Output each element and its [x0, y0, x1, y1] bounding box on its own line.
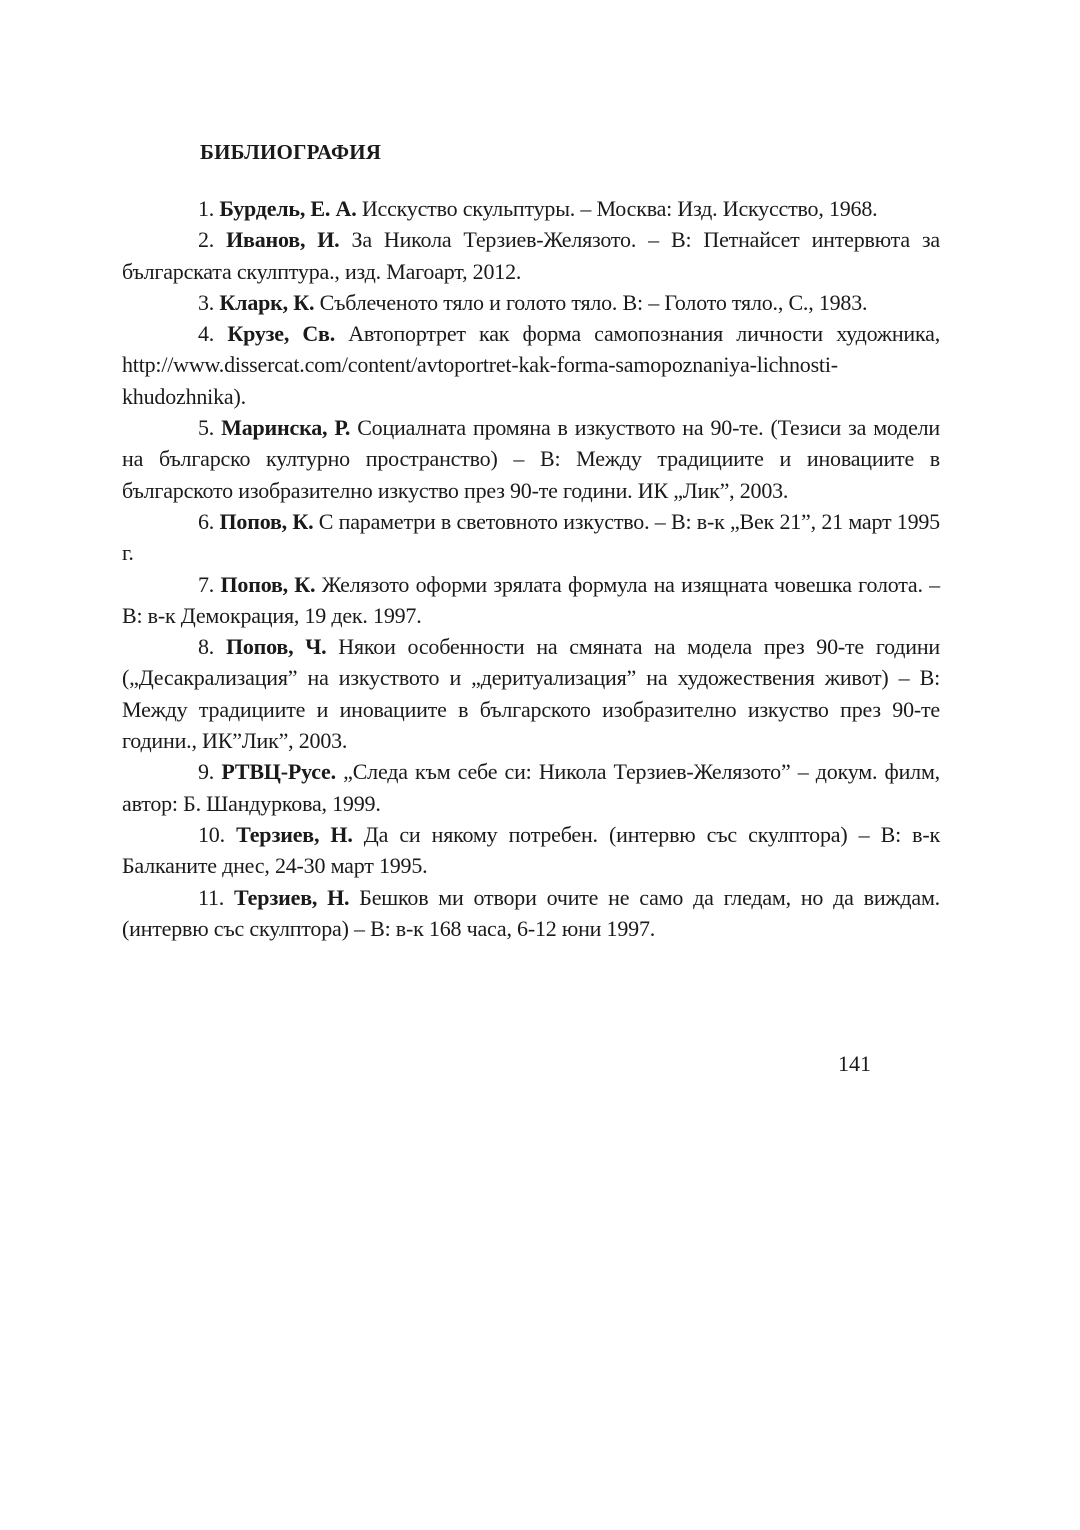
entry-author: Кларк, К.: [219, 289, 315, 315]
entry-text: Социалната промяна в изкуството на 90-те. (Тезиси за модели на българско културно пространство) – В: Между традициите и иновациите в българското изобразително изкуство през 90-те години. ИК „Лик”, 2003.: [122, 415, 940, 503]
entry-number: 1.: [198, 196, 215, 221]
bibliography-entry: [122, 882, 940, 945]
entry-number: 3.: [198, 289, 215, 315]
bibliography-entry: [122, 506, 940, 569]
entry-author: Крузе, Св.: [227, 321, 336, 347]
bibliography-entry: [122, 287, 940, 318]
entry-text: С параметри в световното изкуство. – В: в-к „Век 21”, 21 март 1995 г.: [122, 508, 940, 566]
entry-number: 2.: [198, 227, 215, 253]
bibliography-entry: [122, 819, 940, 882]
bibliography-entry: [122, 756, 940, 819]
entry-text: Някои особенности на смяната на модела през 90-те години („Десакрализация” на изкуството и „деритуализация” на художествения живот) – В: Между традициите и иновациите в българското изобразително изкуство през 90-те години., ИК”Лик”, 2003.: [122, 634, 940, 754]
bibliography-entry: [122, 412, 940, 506]
entry-number: 5.: [198, 415, 215, 441]
bibliography-entry: [122, 631, 940, 756]
entry-text: Исскуство скульптуры. – Москва: Изд. Искусство, 1968.: [361, 196, 878, 221]
entry-author: Иванов, И.: [226, 227, 340, 253]
page-number: 141: [838, 1051, 871, 1076]
bibliography-heading: БИБЛИОГРАФИЯ: [200, 140, 382, 164]
entry-author: Терзиев, Н.: [234, 884, 350, 910]
entry-text: Да си някому потребен. (интервю със скулптора) – В: в-к Балканите днес, 24-30 март 1995.: [122, 821, 940, 879]
entry-text: Съблеченото тяло и голото тяло. В: – Голото тяло., С., 1983.: [319, 289, 868, 315]
bibliography-entry: [122, 569, 940, 632]
entry-author: РТВЦ-Русе.: [221, 759, 336, 785]
entry-number: 4.: [198, 321, 215, 347]
entry-number: 7.: [198, 571, 215, 597]
entry-author: Терзиев, Н.: [236, 821, 353, 847]
entry-text: „Следа към себе си: Никола Терзиев-Желязото” – докум. филм, автор: Б. Шандуркова, 1999.: [122, 759, 940, 816]
entry-text: Автопортрет как форма самопознания личности художника, http://www.dissercat.com/content/avtoportret-kak-forma-samopoznaniya-lichnosti-khudozhnika).: [122, 321, 940, 409]
entry-number: 8.: [198, 634, 215, 660]
entry-author: Бурдель, Е. А.: [219, 196, 357, 221]
bibliography-entry: [122, 318, 940, 412]
entry-text: За Никола Терзиев-Желязото. – В: Петнайсет интервюта за българската скулптура., изд. Магоарт, 2012.: [122, 227, 940, 284]
entry-author: Попов, К.: [220, 571, 316, 597]
entry-author: Попов, К.: [219, 508, 314, 534]
bibliography-entry: [122, 193, 940, 224]
entry-number: 11.: [198, 884, 225, 910]
entry-number: 9.: [198, 759, 215, 785]
bibliography-entry: [122, 224, 940, 287]
bibliography-list: [122, 193, 940, 944]
bibliography-page: [122, 140, 940, 944]
entry-author: Попов, Ч.: [225, 634, 327, 660]
entry-text: Бешков ми отвори очите не само да гледам, но да виждам. (интервю със скулптора) – В: в-к 168 часа, 6-12 юни 1997.: [122, 884, 940, 941]
entry-text: Желязото оформи зрялата формула на изящната човешка голота. – В: в-к Демокрация, 19 дек. 1997.: [122, 571, 940, 628]
entry-number: 6.: [198, 508, 215, 534]
entry-author: Маринска, Р.: [221, 415, 351, 441]
entry-number: 10.: [198, 821, 225, 847]
